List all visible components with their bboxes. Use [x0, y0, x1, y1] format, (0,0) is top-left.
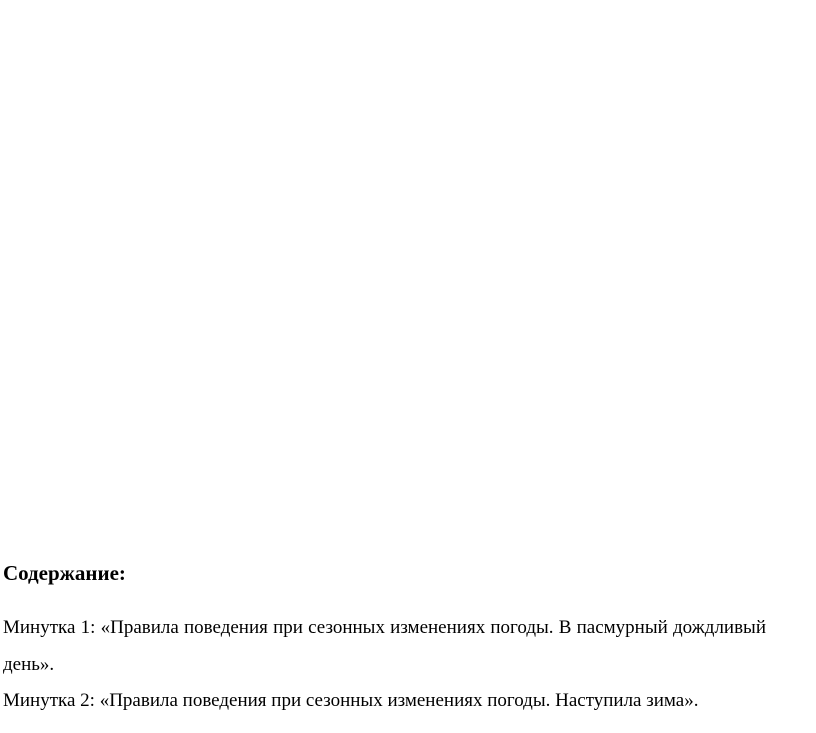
contents-item-1: Минутка 1: «Правила поведения при сезонных изменениях погоды. В пасмурный дождливый день».: [3, 617, 766, 675]
contents-item-2: Минутка 2: «Правила поведения при сезонных изменениях погоды. Наступила зима».: [3, 690, 699, 711]
contents-section: [3, 558, 766, 719]
contents-heading: Содержание:: [3, 561, 126, 585]
